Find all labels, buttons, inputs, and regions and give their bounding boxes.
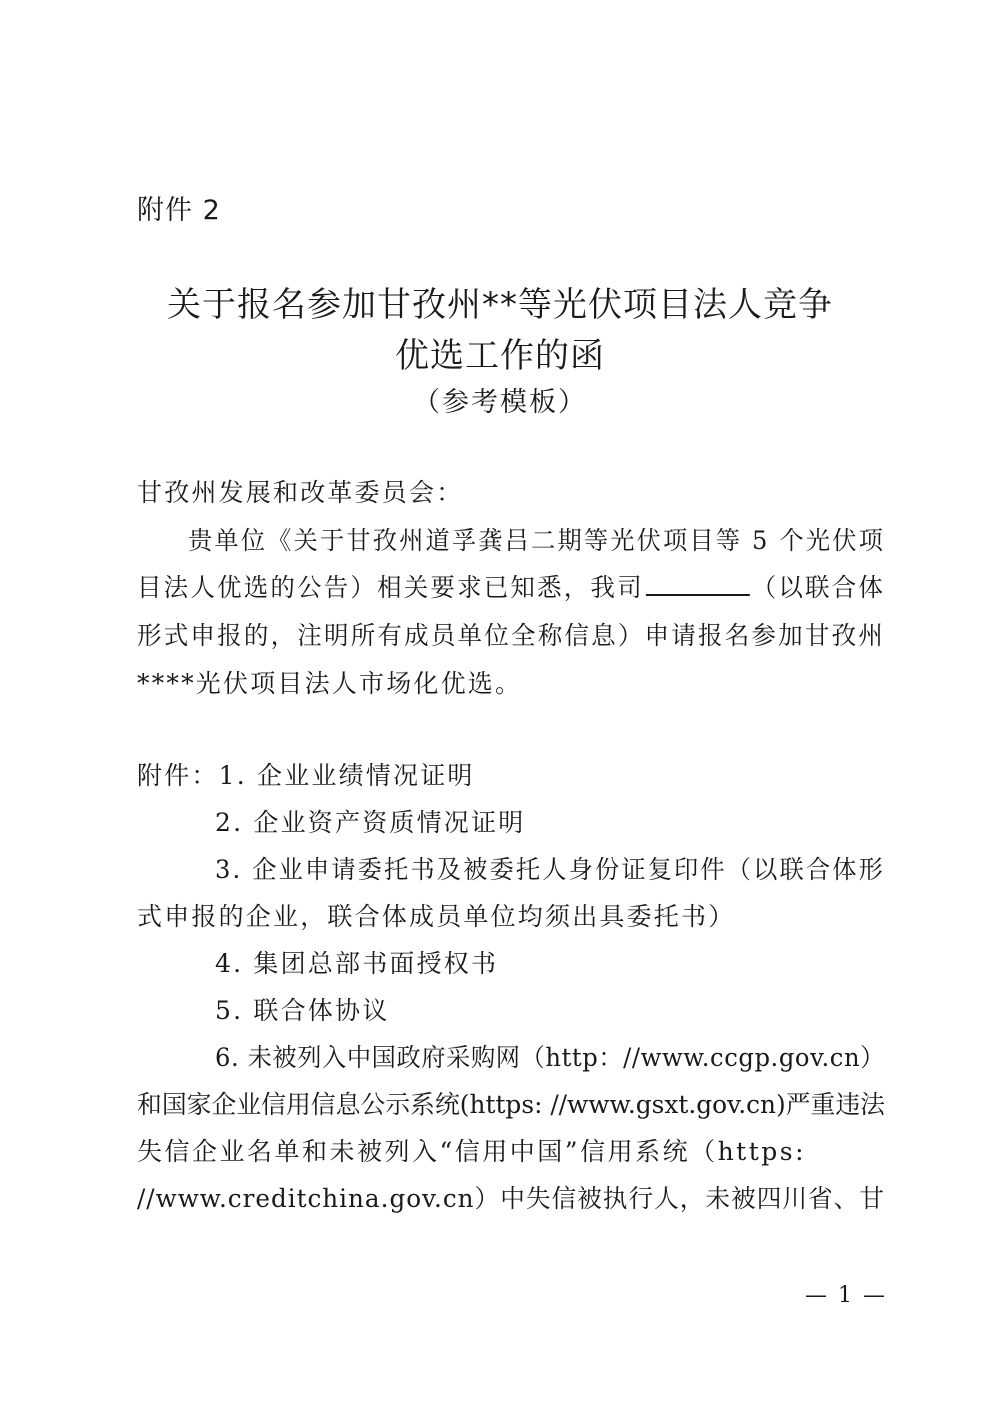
attachments-item-5: 5. 联合体协议	[215, 996, 390, 1025]
attachment-label: 附件 2	[137, 195, 221, 226]
attachments-item-1: 附件：1. 企业业绩情况证明	[137, 761, 475, 790]
paragraph-line-2-before: 目法人优选的公告）相关要求已知悉，我司	[137, 573, 644, 602]
document-title-line-2: 优选工作的函	[395, 336, 605, 376]
attachments-item-6-line-1: 6. 未被列入中国政府采购网（http：//www.ccgp.gov.cn）	[215, 1043, 885, 1072]
attachments-item-6-line-3: 失信企业名单和未被列入“信用中国”信用系统（https:	[137, 1137, 807, 1166]
salutation: 甘孜州发展和改革委员会：	[137, 478, 464, 507]
attachments-item-2: 2. 企业资产资质情况证明	[215, 808, 526, 837]
paragraph-line-2	[137, 568, 885, 604]
attachments-item-6-line-4: //www.creditchina.gov.cn）中失信被执行人，未被四川省、甘	[137, 1184, 885, 1213]
paragraph-line-4: ****光伏项目法人市场化优选。	[137, 669, 523, 698]
document-subtitle: （参考模板）	[413, 387, 587, 418]
document-title-line-1: 关于报名参加甘孜州**等光伏项目法人竞争	[167, 285, 833, 325]
attachments-item-6-line-2: 和国家企业信用信息公示系统(https: //www.gsxt.gov.cn)严重违法	[137, 1090, 886, 1119]
paragraph-line-3: 形式申报的，注明所有成员单位全称信息）申请报名参加甘孜州	[137, 621, 885, 650]
page-number: — 1 —	[805, 1283, 887, 1308]
company-name-blank	[646, 572, 750, 596]
attachments-item-3-line-2: 式申报的企业，联合体成员单位均须出具委托书）	[137, 902, 736, 931]
paragraph-line-2-after: （以联合体	[751, 573, 886, 602]
attachments-item-3-line-1: 3. 企业申请委托书及被委托人身份证复印件（以联合体形	[215, 855, 885, 884]
paragraph-line-1: 贵单位《关于甘孜州道孚龚吕二期等光伏项目等 5 个光伏项	[188, 526, 885, 555]
attachments-item-4: 4. 集团总部书面授权书	[215, 949, 499, 978]
